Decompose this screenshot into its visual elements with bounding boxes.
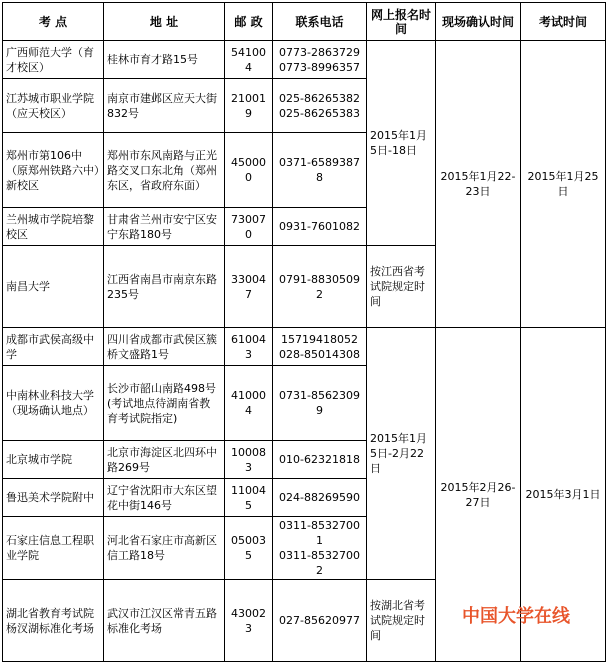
header-address: 地 址 (104, 3, 225, 41)
zip-cell: 210019 (225, 79, 273, 133)
online-reg-cell: 2015年1月5日-2月22日 (367, 328, 436, 580)
phone-cell: 024-88269590 (273, 479, 367, 517)
zip-cell: 330047 (225, 246, 273, 328)
zip-cell: 541004 (225, 41, 273, 79)
site-cell: 郑州市第106中（原郑州铁路六中）新校区 (3, 133, 104, 208)
onsite-confirm-cell: 2015年1月22-23日 (436, 41, 521, 328)
phone-cell: 0311-85327001 0311-85327002 (273, 517, 367, 580)
site-cell: 鲁迅美术学院附中 (3, 479, 104, 517)
site-cell: 中南林业科技大学（现场确认地点） (3, 366, 104, 441)
header-onsite-confirm: 现场确认时间 (436, 3, 521, 41)
zip-cell: 430023 (225, 580, 273, 662)
phone-cell: 0371-65893878 (273, 133, 367, 208)
phone-cell: 010-62321818 (273, 441, 367, 479)
address-cell: 北京市海淀区北四环中路269号 (104, 441, 225, 479)
site-cell: 湖北省教育考试院杨汊湖标准化考场 (3, 580, 104, 662)
onsite-confirm-cell: 2015年2月26-27日 (436, 328, 521, 662)
zip-cell: 110045 (225, 479, 273, 517)
zip-cell: 100083 (225, 441, 273, 479)
address-cell: 河北省石家庄市高新区信工路18号 (104, 517, 225, 580)
header-phone: 联系电话 (273, 3, 367, 41)
address-cell: 武汉市江汉区常青五路标准化考场 (104, 580, 225, 662)
address-cell: 四川省成都市武侯区簇桥文盛路1号 (104, 328, 225, 366)
address-cell: 长沙市韶山南路498号(考试地点待湖南省教育考试院指定) (104, 366, 225, 441)
site-cell: 石家庄信息工程职业学院 (3, 517, 104, 580)
header-zip: 邮 政 (225, 3, 273, 41)
site-cell: 广西师范大学（育才校区） (3, 41, 104, 79)
exam-time-cell: 2015年1月25日 (521, 41, 606, 328)
header-site: 考 点 (3, 3, 104, 41)
online-reg-hubei-cell: 按湖北省考试院规定时间 (367, 580, 436, 662)
zip-cell: 450000 (225, 133, 273, 208)
phone-cell: 15719418052 028-85014308 (273, 328, 367, 366)
zip-cell: 610043 (225, 328, 273, 366)
phone-cell: 025-86265382 025-86265383 (273, 79, 367, 133)
site-cell: 南昌大学 (3, 246, 104, 328)
exam-time-cell: 2015年3月1日 (521, 328, 606, 662)
zip-cell: 410004 (225, 366, 273, 441)
phone-cell: 027-85620977 (273, 580, 367, 662)
table-row (3, 41, 606, 79)
online-reg-jiangxi-cell: 按江西省考试院规定时间 (367, 246, 436, 328)
watermark-logo-text: 中国大学在线 (462, 606, 570, 627)
address-cell: 郑州市东风南路与正光路交叉口东北角（郑州东区，省政府东面） (104, 133, 225, 208)
site-cell: 成都市武侯高级中学 (3, 328, 104, 366)
phone-cell: 0773-2863729 0773-8996357 (273, 41, 367, 79)
address-cell: 江西省南昌市南京东路235号 (104, 246, 225, 328)
address-cell: 甘肃省兰州市安宁区安宁东路180号 (104, 208, 225, 246)
zip-cell: 730070 (225, 208, 273, 246)
site-cell: 兰州城市学院培黎校区 (3, 208, 104, 246)
address-cell: 南京市建邺区应天大街832号 (104, 79, 225, 133)
online-reg-cell: 2015年1月5日-18日 (367, 41, 436, 246)
table-row (3, 328, 606, 366)
header-online-reg: 网上报名时间 (367, 3, 436, 41)
site-cell: 北京城市学院 (3, 441, 104, 479)
exam-sites-table (2, 2, 606, 662)
phone-cell: 0931-7601082 (273, 208, 367, 246)
phone-cell: 0731-85623099 (273, 366, 367, 441)
site-cell: 江苏城市职业学院（应天校区） (3, 79, 104, 133)
header-row (3, 3, 606, 41)
phone-cell: 0791-88305092 (273, 246, 367, 328)
header-exam-time: 考试时间 (521, 3, 606, 41)
address-cell: 辽宁省沈阳市大东区望花中街146号 (104, 479, 225, 517)
address-cell: 桂林市育才路15号 (104, 41, 225, 79)
zip-cell: 050035 (225, 517, 273, 580)
